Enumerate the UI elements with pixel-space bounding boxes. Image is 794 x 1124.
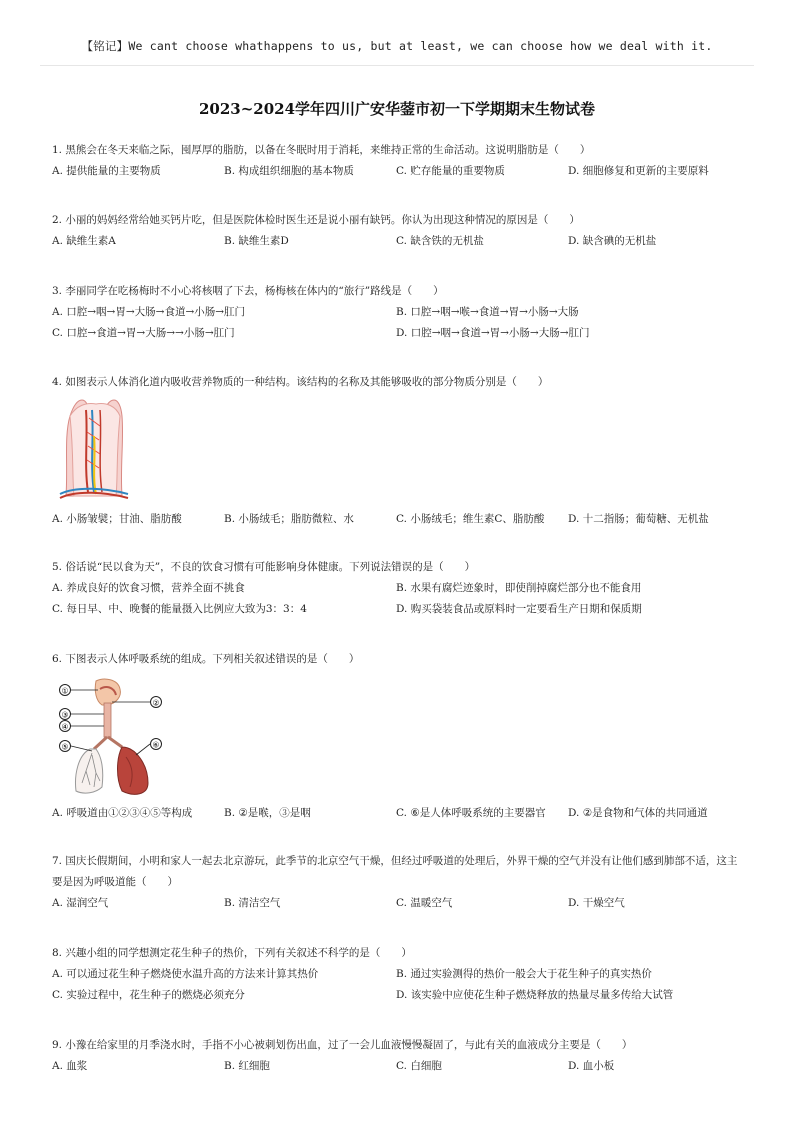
question-7-option-d[interactable]: D. 干燥空气 [568, 897, 625, 909]
respiratory-figure [56, 675, 176, 800]
question-3-option-b[interactable]: B. 口腔→咽→喉→食道→胃→小肠→大肠 [396, 306, 579, 318]
question-4-stem: 4. 如图表示人体消化道内吸收营养物质的一种结构。该结构的名称及其能够吸收的部分物质分别是（ ） [52, 376, 549, 388]
question-9-option-c[interactable]: C. 白细胞 [396, 1060, 442, 1072]
header-motto: 【铭记】We cant choose whathappens to us, but at least, we can choose how we deal with it. [81, 39, 713, 53]
question-7-option-c[interactable]: C. 温暖空气 [396, 897, 453, 909]
figure-label-6: ⑥ [152, 740, 160, 750]
question-3-option-d[interactable]: D. 口腔→咽→食道→胃→小肠→大肠→肛门 [396, 327, 590, 339]
header-divider [40, 65, 754, 66]
question-8 [52, 943, 752, 1006]
question-2-option-a[interactable]: A. 缺维生素A [52, 235, 116, 247]
question-9-stem: 9. 小豫在给家里的月季浇水时，手指不小心被刺划伤出血，过了一会儿血液慢慢凝固了，与此有关的血液成分主要是（ ） [52, 1039, 633, 1051]
villus-figure [56, 396, 132, 502]
question-5-option-b[interactable]: B. 水果有腐烂迹象时，即使削掉腐烂部分也不能食用 [396, 582, 642, 594]
question-3 [52, 281, 752, 344]
question-6-option-b[interactable]: B. ②是喉，③是咽 [224, 807, 311, 819]
question-4-option-b[interactable]: B. 小肠绒毛；脂肪微粒、水 [224, 513, 354, 525]
question-4-option-c[interactable]: C. 小肠绒毛；维生素C、脂肪酸 [396, 513, 545, 525]
question-6 [52, 649, 752, 670]
question-5-option-d[interactable]: D. 购买袋装食品或原料时一定要看生产日期和保质期 [396, 603, 642, 615]
question-6-option-c[interactable]: C. ⑥是人体呼吸系统的主要器官 [396, 807, 546, 819]
question-8-option-a[interactable]: A. 可以通过花生种子燃烧使水温升高的方法来计算其热价 [52, 968, 319, 980]
question-6-options [52, 803, 752, 824]
question-3-option-a[interactable]: A. 口腔→咽→胃→大肠→食道→小肠→肛门 [52, 306, 246, 318]
question-5-option-c[interactable]: C. 每日早、中、晚餐的能量摄入比例应大致为3：3：4 [52, 603, 307, 615]
question-7-option-b[interactable]: B. 清洁空气 [224, 897, 281, 909]
question-2-option-d[interactable]: D. 缺含碘的无机盐 [568, 235, 657, 247]
figure-label-5: ⑤ [61, 742, 69, 752]
question-1-stem: 1. 黑熊会在冬天来临之际，囤厚厚的脂肪，以备在冬眠时用于消耗，来维持正常的生命活动。这说明脂肪是（ ） [52, 144, 591, 156]
question-4 [52, 372, 752, 393]
figure-label-2: ② [152, 698, 160, 708]
question-5 [52, 557, 752, 620]
question-1 [52, 140, 752, 182]
question-7-stem: 7. 国庆长假期间，小明和家人一起去北京游玩，此季节的北京空气干燥，但经过呼吸道的处理后，外界干燥的空气并没有让他们感到肺部不适，这主要是因为呼吸道能（ ） [52, 855, 738, 888]
question-1-option-b[interactable]: B. 构成组织细胞的基本物质 [224, 165, 354, 177]
question-6-option-d[interactable]: D. ②是食物和气体的共同通道 [568, 807, 708, 819]
figure-label-4: ④ [61, 722, 69, 732]
question-1-option-c[interactable]: C. 贮存能量的重要物质 [396, 165, 505, 177]
question-3-option-c[interactable]: C. 口腔→食道→胃→大肠→→小肠→肛门 [52, 327, 235, 339]
question-9 [52, 1035, 752, 1077]
question-5-stem: 5. 俗话说“民以食为天”，不良的饮食习惯有可能影响身体健康。下列说法错误的是（ ） [52, 561, 476, 573]
question-8-stem: 8. 兴趣小组的同学想测定花生种子的热价，下列有关叙述不科学的是（ ） [52, 947, 412, 959]
question-9-option-a[interactable]: A. 血浆 [52, 1060, 88, 1072]
figure-label-1: ① [61, 686, 69, 696]
question-4-option-d[interactable]: D. 十二指肠；葡萄糖、无机盐 [568, 513, 709, 525]
question-8-option-c[interactable]: C. 实验过程中，花生种子的燃烧必须充分 [52, 989, 245, 1001]
question-7 [52, 851, 752, 914]
question-2-option-b[interactable]: B. 缺维生素D [224, 235, 289, 247]
question-7-option-a[interactable]: A. 湿润空气 [52, 897, 109, 909]
question-6-stem: 6. 下图表示人体呼吸系统的组成。下列相关叙述错误的是（ ） [52, 653, 360, 665]
question-5-option-a[interactable]: A. 养成良好的饮食习惯，营养全面不挑食 [52, 582, 245, 594]
question-9-option-d[interactable]: D. 血小板 [568, 1060, 615, 1072]
question-9-option-b[interactable]: B. 红细胞 [224, 1060, 270, 1072]
page-title: 2023~2024学年四川广安华蓥市初一下学期期末生物试卷 [198, 100, 596, 118]
figure-label-3: ③ [61, 710, 69, 720]
question-6-option-a[interactable]: A. 呼吸道由①②③④⑤等构成 [52, 807, 193, 819]
question-8-option-d[interactable]: D. 该实验中应使花生种子燃烧释放的热量尽量多传给大试管 [396, 989, 674, 1001]
question-1-option-d[interactable]: D. 细胞修复和更新的主要原料 [568, 165, 709, 177]
question-4-option-a[interactable]: A. 小肠皱襞；甘油、脂肪酸 [52, 513, 182, 525]
question-2 [52, 210, 752, 252]
question-4-options [52, 509, 752, 530]
question-2-stem: 2. 小丽的妈妈经常给她买钙片吃，但是医院体检时医生还是说小丽有缺钙。你认为出现这种情况的原因是（ ） [52, 214, 580, 226]
question-8-option-b[interactable]: B. 通过实验测得的热价一般会大于花生种子的真实热价 [396, 968, 652, 980]
question-3-stem: 3. 李丽同学在吃杨梅时不小心将核咽了下去，杨梅核在体内的“旅行”路线是（ ） [52, 285, 444, 297]
question-2-option-c[interactable]: C. 缺含铁的无机盐 [396, 235, 484, 247]
question-1-option-a[interactable]: A. 提供能量的主要物质 [52, 165, 161, 177]
